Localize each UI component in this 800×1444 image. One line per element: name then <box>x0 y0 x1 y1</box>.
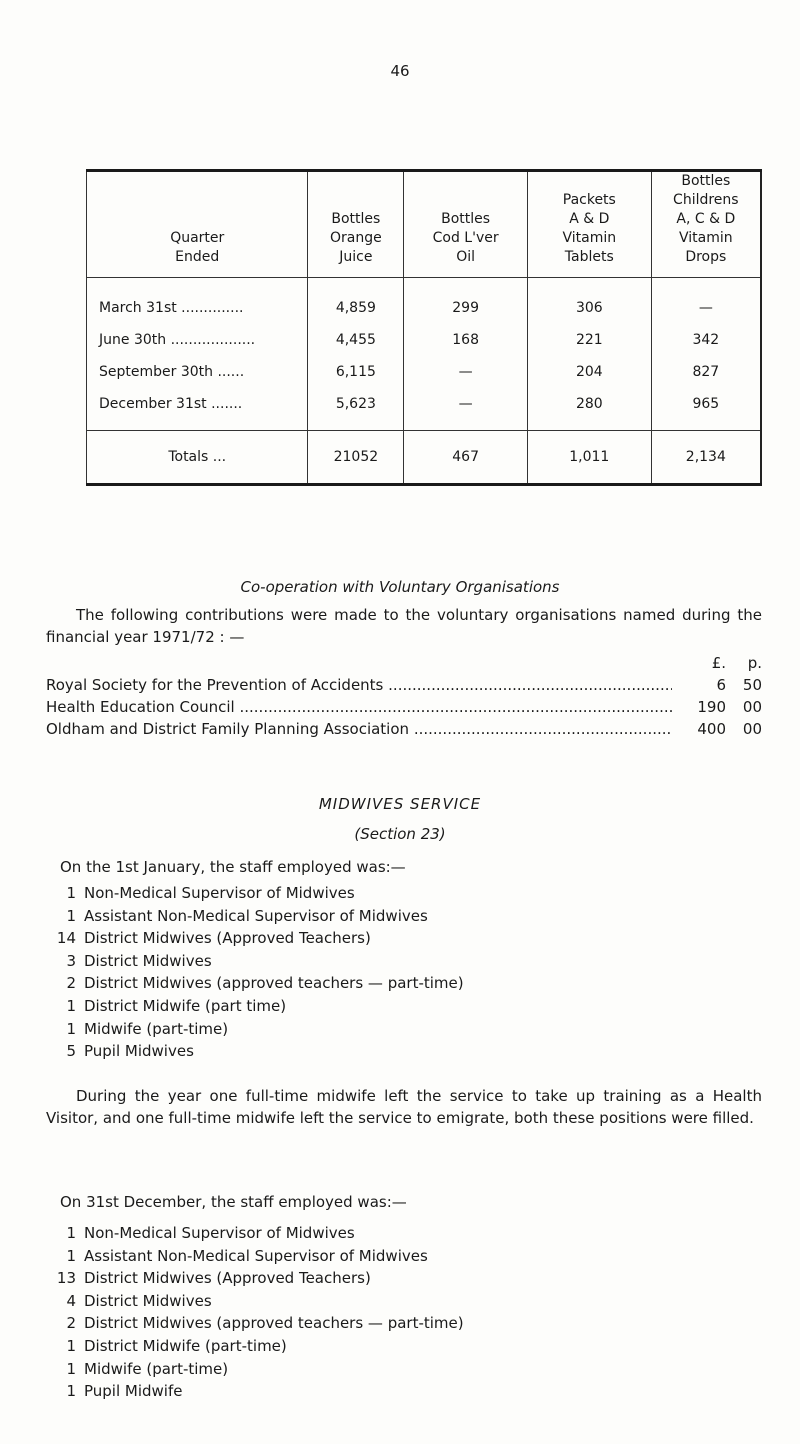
contribution-name: Royal Society for the Prevention of Accidents ..... <box>46 676 672 694</box>
during-year-paragraph: During the year one full-time midwife left the service to take up training as a Health Visitor, and one full-time midwife left the service to emigrate, both these positions were filled. <box>46 1087 762 1127</box>
staff-count: 1 <box>66 996 76 1015</box>
staff-role: District Midwife (part time) <box>84 996 287 1015</box>
column-header-line: Ended <box>175 249 220 265</box>
staff-role: District Midwives <box>84 1291 212 1310</box>
column-header-line: A & D <box>569 211 610 227</box>
column-header-line: Packets <box>562 192 616 208</box>
column-header-line: Bottles <box>441 211 491 227</box>
staff-item <box>46 972 464 995</box>
staff-count: 1 <box>66 906 76 925</box>
staff-role: Assistant Non-Medical Supervisor of Midwives <box>84 906 428 925</box>
value-cell: 4,859 <box>308 278 404 325</box>
midwives-section-ref: (Section 23) <box>354 825 446 843</box>
value-cell: — <box>404 356 528 388</box>
column-header-line: Cod L'ver <box>432 230 499 246</box>
column-header-line: Oil <box>456 249 476 265</box>
column-header-line: Quarter <box>170 230 225 246</box>
column-header-line: Bottles <box>331 211 381 227</box>
value-cell: 5,623 <box>308 388 404 431</box>
staff-role: Assistant Non-Medical Supervisor of Midwives <box>84 1246 428 1265</box>
totals-row <box>87 431 762 485</box>
staff-role: District Midwives (Approved Teachers) <box>84 929 371 948</box>
staff-count: 1 <box>66 1019 76 1038</box>
staff-item <box>46 1222 464 1245</box>
staff-count: 1 <box>66 1336 76 1355</box>
staff-item <box>46 1380 464 1403</box>
column-header <box>404 171 528 278</box>
contribution-row <box>46 718 762 740</box>
staff-count: 2 <box>66 1314 76 1333</box>
staff-role: District Midwives <box>84 951 212 970</box>
total-value: 1,011 <box>527 431 651 485</box>
contribution-pounds: 6 <box>716 676 726 694</box>
table-row <box>87 324 762 356</box>
table-row <box>87 278 762 325</box>
staff-role: Pupil Midwife <box>84 1382 183 1401</box>
staff-count: 1 <box>66 884 76 902</box>
quarter-cell: December 31st ....... <box>99 396 243 412</box>
column-header-line: Juice <box>339 249 373 265</box>
pounds-header: £. <box>711 654 726 672</box>
staff-role: Non-Medical Supervisor of Midwives <box>84 884 355 902</box>
column-header-line: Vitamin <box>562 230 617 246</box>
contribution-pence: 00 <box>742 720 762 738</box>
staff-item <box>46 1245 464 1268</box>
value-cell: 280 <box>527 388 651 431</box>
staff-role: Midwife (part-time) <box>84 1019 229 1038</box>
staff-item <box>46 995 464 1018</box>
staff-count: 3 <box>66 951 76 970</box>
staff-item <box>46 1290 464 1313</box>
total-value: 2,134 <box>651 431 761 485</box>
contribution-pence: 50 <box>742 676 762 694</box>
cooperation-title: Co-operation with Voluntary Organisations <box>240 578 560 596</box>
column-header-line: Orange <box>330 230 382 246</box>
staff-role: Midwife (part-time) <box>84 1359 229 1378</box>
column-header-line: A, C & D <box>676 211 736 227</box>
staff-start-list <box>46 882 464 1063</box>
cooperation-intro: The following contributions were made to the voluntary organisations named during the financial year 1971/72 : — <box>46 606 762 646</box>
staff-role: District Midwives (approved teachers — part-time) <box>84 974 464 993</box>
column-header <box>651 171 761 278</box>
staff-item <box>46 927 464 950</box>
staff-end-intro: On 31st December, the staff employed was:— <box>60 1193 407 1211</box>
contribution-row <box>46 674 762 696</box>
staff-item <box>46 1358 464 1381</box>
value-cell: 306 <box>527 278 651 325</box>
totals-label: Totals ... <box>87 431 308 485</box>
staff-role: District Midwives (approved teachers — part-time) <box>84 1314 464 1333</box>
column-header-line: Childrens <box>673 192 739 208</box>
total-value: 467 <box>404 431 528 485</box>
table-row <box>87 356 762 388</box>
table-header-row <box>87 171 762 278</box>
quarter-cell: September 30th ...... <box>99 364 245 380</box>
staff-count: 1 <box>66 1382 76 1401</box>
contribution-name: Oldham and District Family Planning Association ..... <box>46 720 672 738</box>
staff-item <box>46 950 464 973</box>
column-header-line: Tablets <box>564 249 614 265</box>
column-header-line: Vitamin <box>679 230 733 246</box>
column-header <box>308 171 404 278</box>
staff-item <box>46 1312 464 1335</box>
value-cell: — <box>651 278 761 325</box>
staff-count: 2 <box>66 974 76 993</box>
midwives-service-heading: MIDWIVES SERVICE <box>318 795 482 813</box>
column-header-line: Bottles <box>681 173 731 189</box>
value-cell: 965 <box>651 388 761 431</box>
staff-item <box>46 1267 464 1290</box>
staff-start-intro: On the 1st January, the staff employed was:— <box>60 858 406 876</box>
total-value: 21052 <box>308 431 404 485</box>
staff-item <box>46 905 464 928</box>
staff-count: 1 <box>66 1359 76 1378</box>
value-cell: 299 <box>404 278 528 325</box>
column-header <box>87 171 308 278</box>
staff-count: 4 <box>66 1291 76 1310</box>
staff-role: Non-Medical Supervisor of Midwives <box>84 1224 355 1242</box>
contribution-pounds: 190 <box>697 698 726 716</box>
contribution-pence: 00 <box>742 698 762 716</box>
staff-count: 13 <box>56 1269 76 1288</box>
contribution-row <box>46 696 762 718</box>
value-cell: — <box>404 388 528 431</box>
staff-count: 1 <box>66 1224 76 1242</box>
value-cell: 168 <box>404 324 528 356</box>
pence-header: p. <box>747 654 762 672</box>
staff-role: District Midwife (part-time) <box>84 1336 287 1355</box>
quarter-cell: June 30th ................... <box>99 332 256 348</box>
value-cell: 342 <box>651 324 761 356</box>
table-row <box>87 388 762 431</box>
staff-item <box>46 1018 464 1041</box>
table-body <box>87 278 762 485</box>
column-header-line: Drops <box>685 249 727 265</box>
staff-item <box>46 1040 464 1063</box>
staff-role: Pupil Midwives <box>84 1042 194 1061</box>
value-cell: 221 <box>527 324 651 356</box>
staff-item <box>46 1335 464 1358</box>
staff-role: District Midwives (Approved Teachers) <box>84 1269 371 1288</box>
value-cell: 827 <box>651 356 761 388</box>
value-cell: 6,115 <box>308 356 404 388</box>
value-cell: 4,455 <box>308 324 404 356</box>
contributions-list <box>46 652 762 740</box>
contribution-name: Health Education Council ..... <box>46 698 672 716</box>
staff-end-list <box>46 1222 464 1403</box>
quarter-cell: March 31st .............. <box>99 300 244 316</box>
staff-item <box>46 882 464 905</box>
staff-count: 5 <box>66 1042 76 1061</box>
staff-count: 1 <box>66 1246 76 1265</box>
welfare-foods-table <box>86 169 762 486</box>
page-number: 46 <box>390 62 410 80</box>
contribution-pounds: 400 <box>697 720 726 738</box>
staff-count: 14 <box>56 929 76 948</box>
value-cell: 204 <box>527 356 651 388</box>
column-header <box>527 171 651 278</box>
